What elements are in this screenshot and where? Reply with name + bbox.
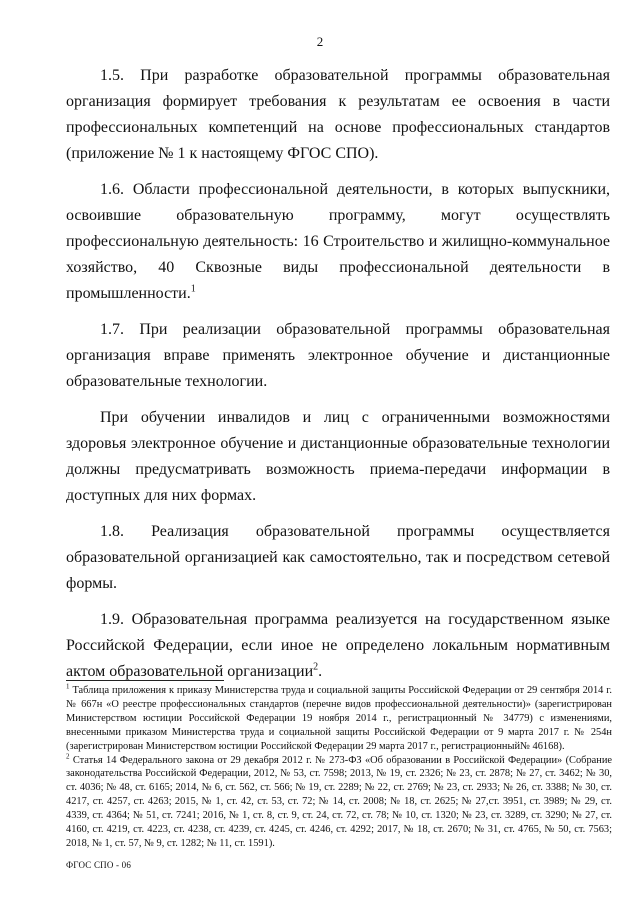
footnote-2-mark: 2 (66, 752, 70, 761)
footnote-2 (66, 754, 612, 851)
footnote-ref-1[interactable]: 1 (190, 283, 196, 295)
footnotes (66, 684, 612, 851)
paragraph-1-5: 1.5. При разработке образовательной программы образовательная организация формирует требования к результатам ее освоения в части профессиональных компетенций на основе профессиональных стандартов (приложение № 1 к настоящему ФГОС СПО). (66, 67, 610, 162)
document-body (66, 63, 610, 695)
footnote-2-text: Статья 14 Федерального закона от 29 декабря 2012 г. № 273-ФЗ «Об образовании в Российской Федерации» (Собрание законодательства Российской Федерации, 2012, № 53, ст. 7598; 2013, № 19, ст. 2326; № 23, ст. 2878; № 27, ст. 3462; № 30, ст. 4036; № 48, ст. 6165; 2014, № 6, ст. 562, ст. 566; № 19, ст. 2289; № 22, ст. 2769; № 23, ст. 2933; № 26, ст. 3388; № 30, ст. 4217, ст. 4257, ст. 4263; 2015, № 1, ст. 42, ст. 53, ст. 72; № 14, ст. 2008; № 18, ст. 2625; № 27,ст. 3951, ст. 3989; № 29, ст. 4339, ст. 4364; № 51, ст. 7241; 2016, № 1, ст. 8, ст. 9, ст. 24, ст. 72, ст. 78; № 10, ст. 1320; № 23, ст. 3289, ст. 3290; № 27, ст. 4160, ст. 4219, ст. 4223, ст. 4238, ст. 4239, ст. 4245, ст. 4246, ст. 4292; 2017, № 18, ст. 2670; № 31, ст. 4765, № 50, ст. 7563; 2018, № 1, ст. 57, № 9, ст. 1282; № 11, ст. 1591). (66, 754, 612, 849)
paragraph-1-9-end: . (318, 663, 323, 680)
document-footer: ФГОС СПО - 06 (66, 860, 132, 870)
paragraph-1-7: 1.7. При реализации образовательной программы образовательная организация вправе применять электронное обучение и дистанционные образовательные технологии. (66, 321, 610, 390)
paragraph-1-8: 1.8. Реализация образовательной программы осуществляется образовательной организацией как самостоятельно, так и посредством сетевой формы. (66, 523, 610, 592)
paragraph-1-9-text: 1.9. Образовательная программа реализуется на государственном языке Российской Федерации, если иное не определено локальным нормативным актом образовательной организации (66, 611, 610, 680)
paragraph-1-6 (66, 177, 610, 307)
footnote-1 (66, 684, 612, 754)
page-number: 2 (316, 34, 324, 49)
footnote-1-mark: 1 (66, 682, 70, 691)
footnote-divider (66, 680, 224, 681)
footnote-1-text: Таблица приложения к приказу Министерства труда и социальной защиты Российской Федерации от 29 сентября 2014 г. № 667н «О реестре профессиональных стандартов (перечне видов профессиональной деятельности)» (зарегистрирован Министерством юстиции Российской Федерации 19 ноября 2014 г., регистрационный № 34779) с изменениями, внесенными приказом Министерства труда и социальной защиты Российской Федерации от 9 марта 2017 г. № 254н (зарегистрирован Министерством юстиции Российской Федерации 29 марта 2017 г., регистрационный№ 46168). (66, 685, 612, 752)
paragraph-1-7-continued: При обучении инвалидов и лиц с ограниченными возможностями здоровья электронное обучение и дистанционные образовательные технологии должны предусматривать возможность приема-передачи информации в доступных для них формах. (66, 409, 610, 504)
paragraph-1-6-text: 1.6. Области профессиональной деятельности, в которых выпускники, освоившие образовательную программу, могут осуществлять профессиональную деятельность: 16 Строительство и жилищно-коммунальное хозяйство, 40 Сквозные виды профессиональной деятельности в промышленности. (66, 181, 610, 302)
footnote-ref-2[interactable]: 2 (313, 661, 319, 673)
paragraph-1-9 (66, 607, 610, 685)
